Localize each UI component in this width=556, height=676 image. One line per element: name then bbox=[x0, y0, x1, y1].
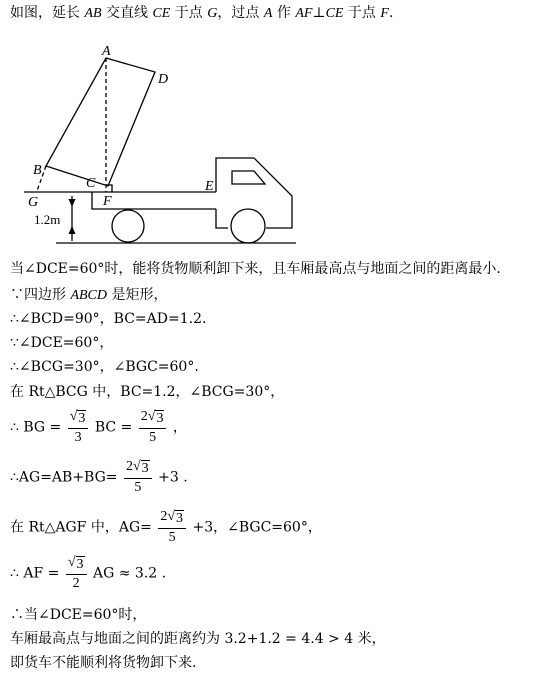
front-wheel bbox=[231, 209, 265, 243]
text: ∴ BG = bbox=[10, 419, 62, 436]
text: ， bbox=[172, 419, 187, 436]
text: BC = bbox=[94, 419, 133, 436]
sqrt-value: 3 bbox=[156, 411, 164, 426]
text: 在 Rt△AGF 中，AG= bbox=[10, 519, 152, 536]
text: ∵四边形 bbox=[10, 287, 71, 303]
var-g: G bbox=[207, 6, 218, 21]
coefficient: 2 bbox=[140, 409, 148, 424]
text: 是矩形， bbox=[107, 287, 168, 303]
var-af: AF bbox=[295, 6, 313, 21]
var-abcd: ABCD bbox=[70, 288, 108, 303]
var-ce: CE bbox=[152, 6, 171, 21]
var-ab: AB bbox=[84, 6, 102, 21]
text: +3 . bbox=[158, 469, 188, 486]
solution-line-2 bbox=[10, 286, 167, 305]
coefficient: 2 bbox=[160, 509, 168, 524]
arrow-down bbox=[69, 199, 76, 207]
denominator: 5 bbox=[134, 480, 142, 496]
var-f: F bbox=[380, 6, 389, 21]
label-a: A bbox=[102, 44, 111, 59]
arrow-up bbox=[69, 226, 76, 234]
rectangle-abcd bbox=[46, 58, 155, 186]
fraction: 2 √ 3 5 bbox=[124, 460, 152, 495]
sqrt-value: 3 bbox=[176, 511, 184, 526]
text: +3，∠BGC=60°， bbox=[192, 519, 322, 536]
cab-lower bbox=[216, 209, 228, 228]
solution-line-7 bbox=[10, 410, 187, 445]
sqrt-value: 3 bbox=[78, 411, 86, 426]
fraction: √ 3 2 bbox=[66, 556, 87, 591]
truck-cab bbox=[216, 158, 292, 228]
coefficient: 2 bbox=[125, 459, 133, 474]
label-e: E bbox=[205, 179, 214, 194]
cab-window bbox=[232, 171, 265, 184]
perp-symbol: ⊥ bbox=[312, 5, 326, 21]
var-ce: CE bbox=[325, 6, 344, 21]
text: . bbox=[388, 5, 394, 21]
var-a: A bbox=[263, 6, 273, 21]
text: 如图，延长 bbox=[10, 5, 85, 21]
solution-line-9 bbox=[10, 510, 322, 545]
denominator: 3 bbox=[74, 430, 82, 446]
label-height: 1.2m bbox=[34, 212, 61, 227]
label-g: G bbox=[28, 195, 39, 210]
text: ∴AG=AB+BG= bbox=[10, 469, 118, 486]
text: 作 bbox=[272, 5, 296, 21]
solution-line-8 bbox=[10, 460, 188, 495]
solution-line-1: 当∠DCE=60°时，能将货物顺利卸下来，且车厢最高点与地面之间的距离最小. bbox=[10, 261, 501, 277]
sqrt-value: 3 bbox=[76, 557, 84, 572]
denominator: 5 bbox=[168, 530, 176, 546]
solution-line-5: ∴∠BCG=30°，∠BGC=60°. bbox=[10, 359, 199, 375]
sqrt-value: 3 bbox=[141, 461, 149, 476]
text: AG ≈ 3.2 . bbox=[92, 565, 167, 582]
solution-line-6: 在 Rt△BCG 中，BC=1.2，∠BCG=30°， bbox=[10, 384, 285, 400]
label-f: F bbox=[103, 194, 112, 209]
fraction: 2 √ 3 5 bbox=[158, 510, 186, 545]
text: ，过点 bbox=[217, 5, 264, 21]
solution-line-4: ∵∠DCE=60°， bbox=[10, 335, 114, 351]
label-d: D bbox=[158, 72, 169, 87]
solution-line-13: 即货车不能顺利将货物卸下来. bbox=[10, 655, 197, 671]
truck-diagram bbox=[0, 0, 556, 260]
solution-line-11: ∴当∠DCE=60°时， bbox=[10, 607, 147, 623]
text: ∴ AF = bbox=[10, 565, 60, 582]
label-b: B bbox=[33, 163, 42, 178]
solution-line-12: 车厢最高点与地面之间的距离约为 3.2+1.2 = 4.4 > 4 米， bbox=[10, 631, 386, 647]
text: 于点 bbox=[170, 5, 208, 21]
denominator: 2 bbox=[72, 576, 80, 592]
text: 于点 bbox=[343, 5, 381, 21]
solution-line-10 bbox=[10, 556, 166, 591]
fraction: 2 √ 3 5 bbox=[139, 410, 167, 445]
text: 交直线 bbox=[101, 5, 153, 21]
label-c: C bbox=[86, 176, 96, 191]
rear-wheel bbox=[112, 210, 144, 242]
solution-line-3: ∴∠BCD=90°，BC=AD=1.2. bbox=[10, 311, 207, 327]
fraction: √ 3 3 bbox=[68, 410, 89, 445]
denominator: 5 bbox=[149, 430, 157, 446]
